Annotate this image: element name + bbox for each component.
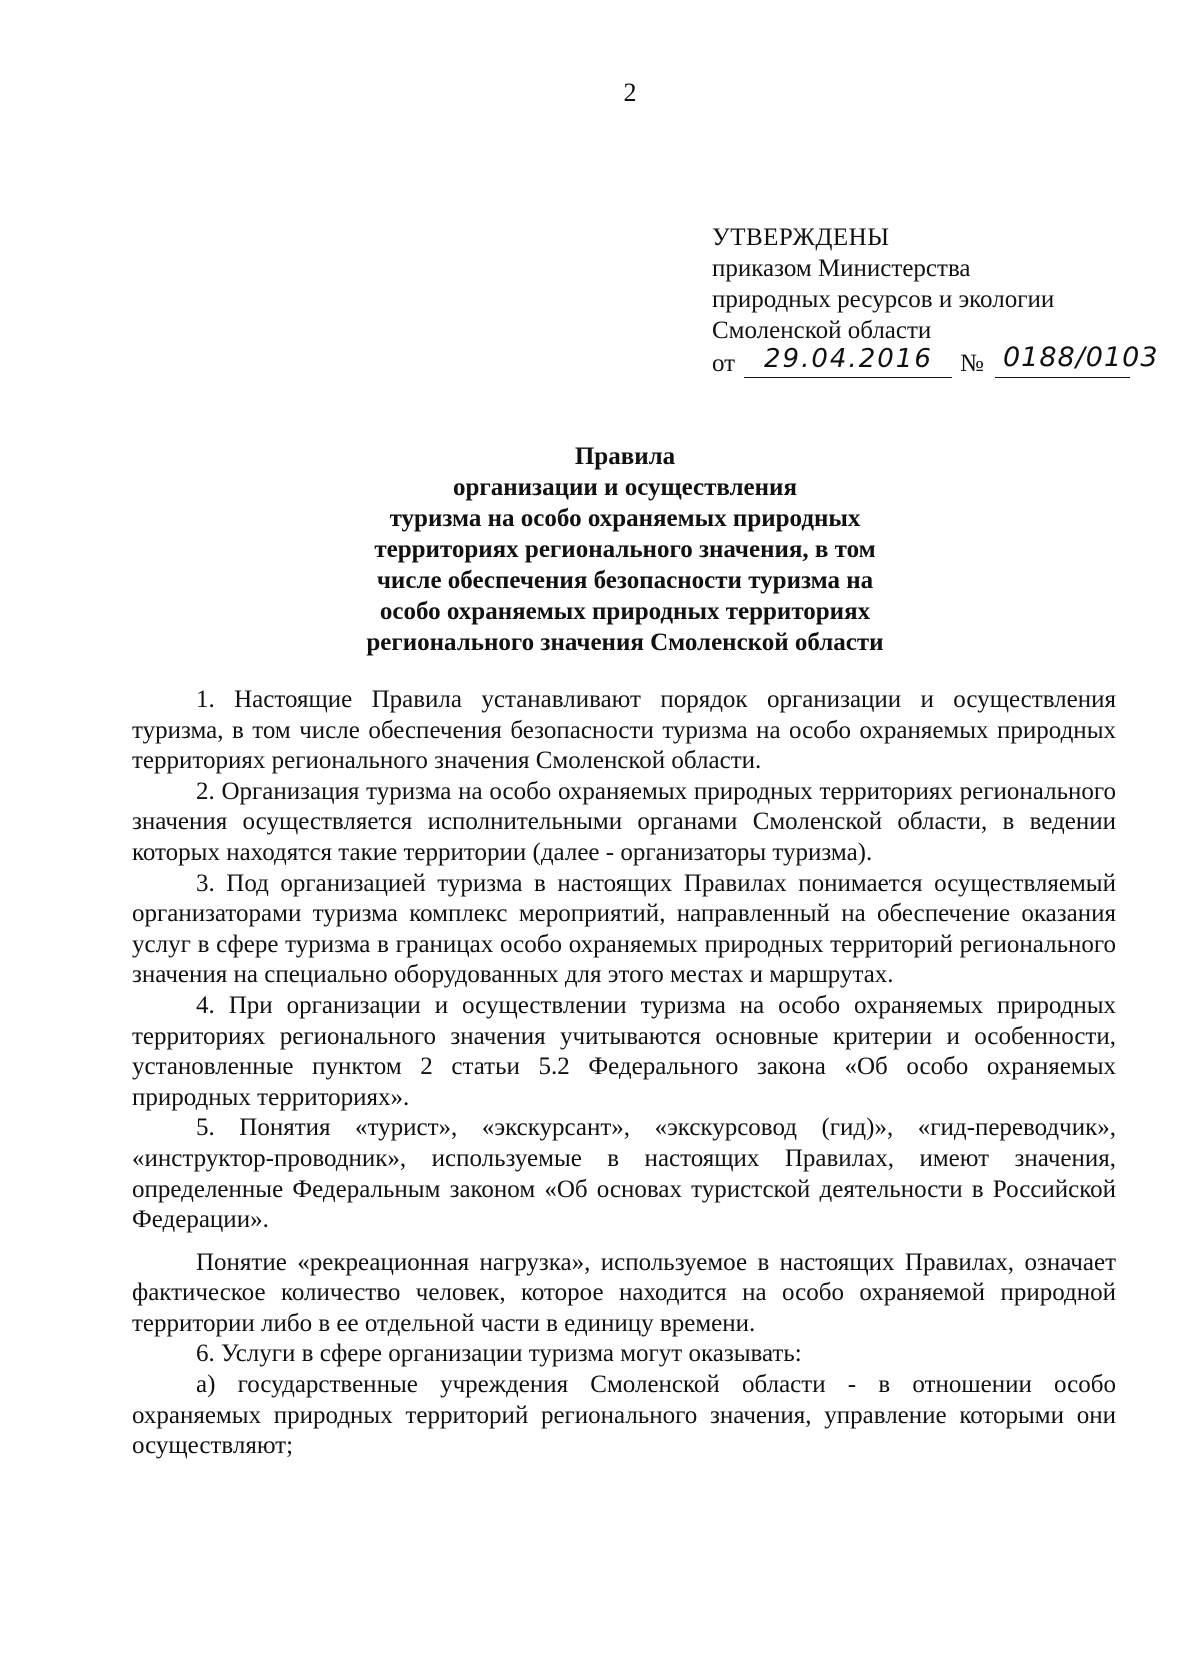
title-line: числе обеспечения безопасности туризма на	[376, 567, 874, 594]
approval-line: приказом Министерства	[712, 255, 971, 282]
approval-line: природных ресурсов и экологии	[712, 286, 1055, 313]
order-reference-line	[712, 342, 1159, 384]
paragraph: 5. Понятия «турист», «экскурсант», «экскурсовод (гид)», «гид-переводчик», «инструктор-проводник», используемые в настоящих Правилах, имеют значения, определенные Федеральным законом «Об основах туристской деятельности в Российской Федерации».	[132, 1114, 1116, 1234]
document-body	[132, 685, 1116, 1462]
approval-heading: УТВЕРЖДЕНЫ	[712, 224, 890, 251]
paragraph: а) государственные учреждения Смоленской области - в отношении особо охраняемых природных территорий регионального значения, управление которыми они осуществляют;	[132, 1371, 1116, 1460]
paragraph: 3. Под организацией туризма в настоящих Правилах понимается осуществляемый организаторами туризма комплекс мероприятий, направленный на обеспечение оказания услуг в сфере туризма в границах особо охраняемых природных территорий регионального значения на специально оборудованных для этого местах и маршрутах.	[132, 869, 1116, 989]
paragraph: 6. Услуги в сфере организации туризма могут оказывать:	[196, 1340, 802, 1368]
paragraph: Понятие «рекреационная нагрузка», используемое в настоящих Правилах, означает фактическое количество человек, которое находится на особо охраняемой природной территории либо в ее отдельной части в единицу времени.	[132, 1248, 1116, 1337]
approval-block	[712, 222, 1159, 384]
title-line: регионального значения Смоленской области	[366, 629, 884, 656]
number-sign: №	[960, 350, 984, 377]
document-title	[0, 441, 1200, 658]
paragraph: 2. Организация туризма на особо охраняемых природных территориях регионального значения осуществляется исполнительными органами Смоленской области, в ведении которых находятся такие территории (далее - организаторы туризма).	[132, 777, 1116, 866]
title-line: Правила	[574, 443, 676, 470]
title-line: туризма на особо охраняемых природных	[389, 505, 861, 532]
page-number: 2	[623, 78, 637, 107]
date-prefix: от	[712, 350, 736, 377]
title-line: организации и осуществления	[452, 474, 797, 501]
handwritten-order-number: 0188/0103	[995, 342, 1130, 378]
paragraph: 1. Настоящие Правила устанавливают порядок организации и осуществления туризма, в том числе обеспечения безопасности туризма на особо охраняемых природных территориях регионального значения Смоленской области.	[132, 686, 1116, 775]
paragraph: 4. При организации и осуществлении туризма на особо охраняемых природных территориях регионального значения учитываются основные критерии и особенности, установленные пунктом 2 статьи 5.2 Федерального закона «Об особо охраняемых природных территориях».	[132, 991, 1116, 1111]
approval-line: Смоленской области	[712, 317, 932, 344]
title-line: территориях регионального значения, в том	[374, 536, 876, 563]
handwritten-date: 29.04.2016	[744, 344, 952, 378]
title-line: особо охраняемых природных территориях	[379, 598, 871, 625]
